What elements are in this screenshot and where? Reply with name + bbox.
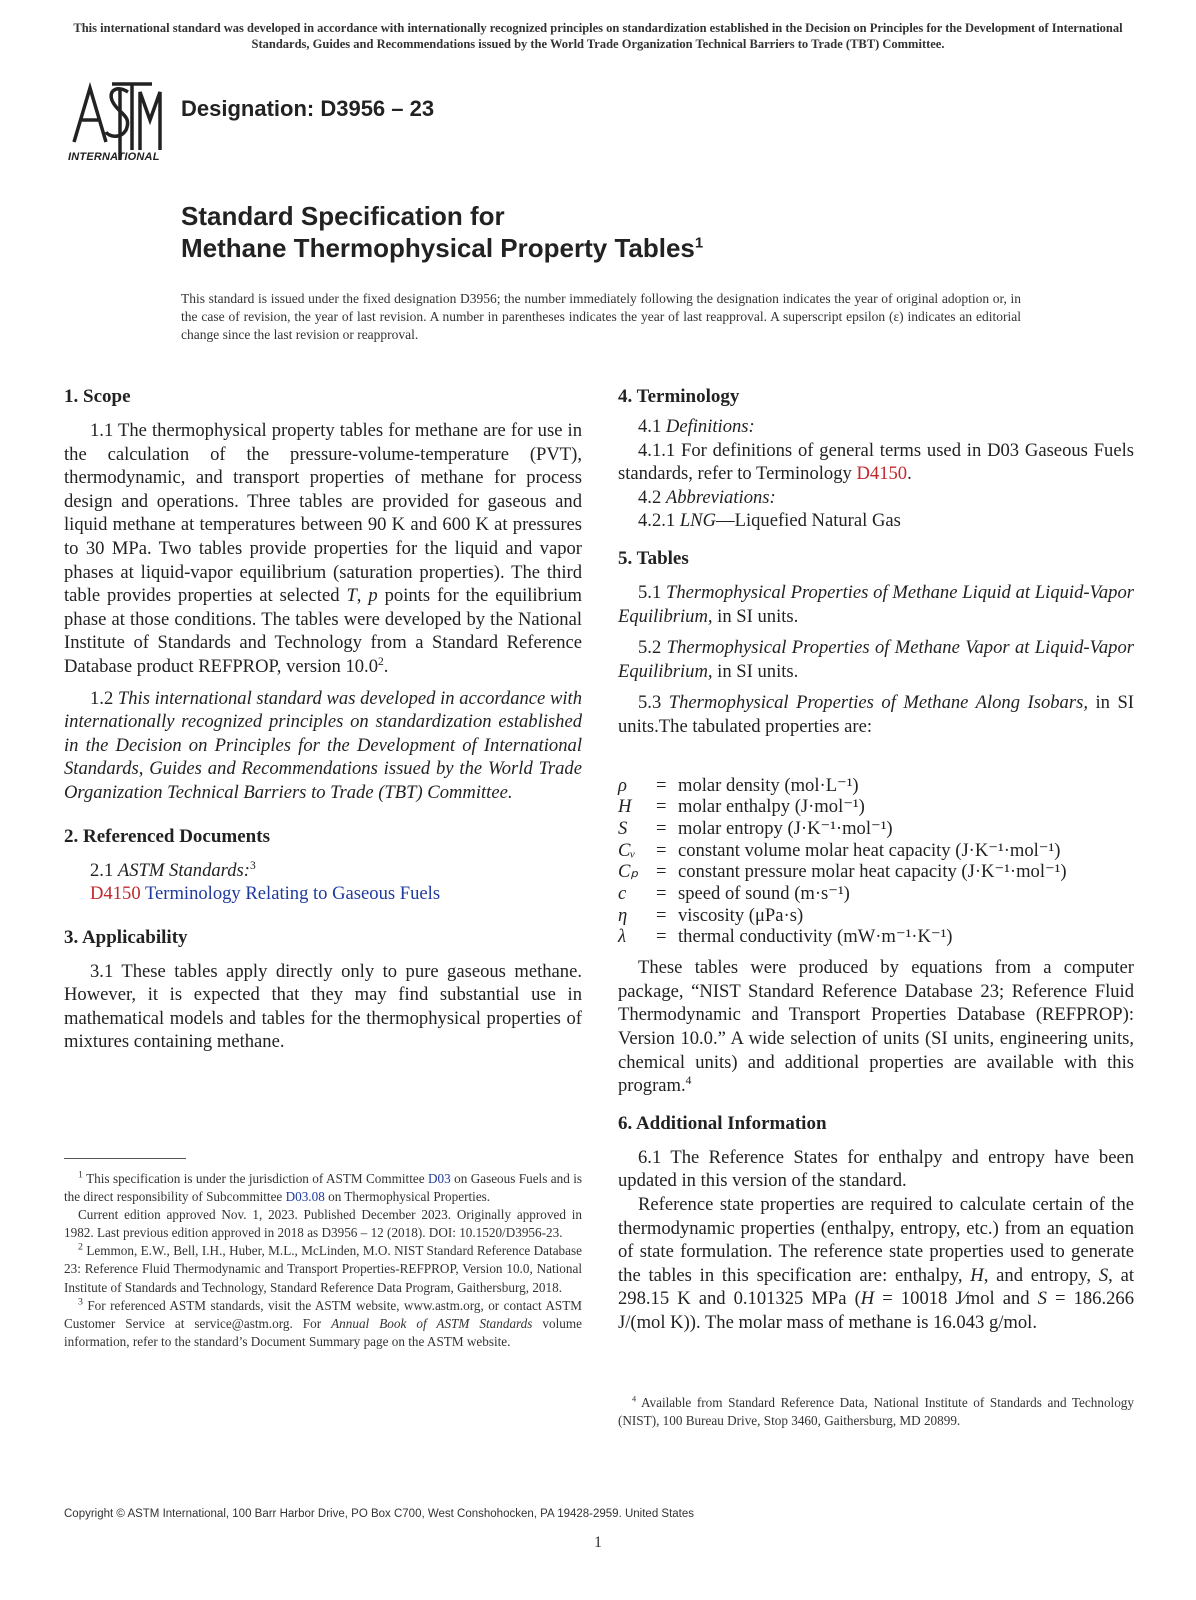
symbol-row xyxy=(618,883,1134,905)
symbol-description: constant volume molar heat capacity (J·K⁻¹·mol⁻¹) xyxy=(678,839,1061,861)
section-4-heading: 4. Terminology xyxy=(618,386,740,407)
logo-international-text: INTERNATIONAL xyxy=(68,151,160,163)
para-5-2: 5.2 Thermophysical Properties of Methane Vapor at Liquid-Vapor Equilibrium, in SI units. xyxy=(618,637,1134,682)
symbol-description: molar density (mol·L⁻¹) xyxy=(678,774,859,796)
symbol: η xyxy=(618,904,628,926)
symbol-description: constant pressure molar heat capacity (J·K⁻¹·mol⁻¹) xyxy=(678,861,1067,883)
title-line-2: Methane Thermophysical Property Tables$^1$ xyxy=(181,233,704,263)
footnote-4: $^4$ Available from Standard Reference Data, National Institute of Standards and Technology (NIST), 100 Bureau Drive, Stop 3460, Gaithersburg, MD 20899. xyxy=(618,1394,1134,1429)
symbol-row xyxy=(618,926,1134,948)
para-5-after: These tables were produced by equations from a computer package, “NIST Standard Reference Database 23; Reference Fluid Thermodynamic and Transport Properties Database (REFPROP): Version 10.0.” A wide selection of units (SI units, engineering units, chemical units) and additional properties are available with this program.$^4$ xyxy=(618,957,1134,1097)
page-number: 1 xyxy=(594,1534,602,1551)
para-1-1: 1.1 The thermophysical property tables for methane are for use in the calculation of the pressure-volume-temperature (PVT), thermodynamic, and transport properties of methane for process design and operations. Three tables are provided for gaseous and liquid methane at temperatures between 90 K and 600 K at pressures to 30 MPa. Two tables provide properties for the liquid and vapor phases at liquid-vapor equilibrium (saturation properties). The third table provides properties at selected T, p points for the equilibrium phase at those conditions. The tables were developed by the National Institute of Standards and Technology from a Standard Reference Database product REFPROP, version 10.0$^2$. xyxy=(64,420,582,677)
designation: Designation: D3956 – 23 xyxy=(181,96,435,121)
symbol-row xyxy=(618,840,1134,862)
symbol: c xyxy=(618,883,627,905)
document-title xyxy=(181,200,703,264)
equals-sign: = xyxy=(656,817,667,839)
right-column xyxy=(618,385,1134,1334)
symbol: Cₚ xyxy=(618,861,639,883)
symbol: S xyxy=(618,817,628,839)
footnote-1: $^1$ This specification is under the jurisdiction of ASTM Committee D03 on Gaseous Fuels and is the direct responsibility of Subcommittee D03.08 on Thermophysical Properties. xyxy=(64,1169,582,1205)
equals-sign: = xyxy=(656,926,667,948)
symbol-row xyxy=(618,796,1134,818)
ref-code-link[interactable]: D4150 xyxy=(90,883,141,905)
ref-title-link[interactable]: Terminology Relating to Gaseous Fuels xyxy=(144,883,441,905)
footnotes-left xyxy=(64,1170,582,1351)
para-3-1: 3.1 These tables apply directly only to pure gaseous methane. However, it is expected that they may find substantial use in mathematical models and tables for the thermophysical properties of mixtures containing methane. xyxy=(64,960,582,1053)
symbol-row xyxy=(618,861,1134,883)
para-6-1: 6.1 The Reference States for enthalpy and entropy have been updated in this version of the standard. xyxy=(618,1146,1134,1192)
symbol: H xyxy=(618,796,632,818)
symbol-list xyxy=(618,775,1134,949)
title-line-1: Standard Specification for xyxy=(181,201,505,231)
equals-sign: = xyxy=(656,839,667,861)
section-5-heading: 5. Tables xyxy=(618,547,689,569)
left-column xyxy=(64,385,582,1054)
symbol-description: speed of sound (m·s⁻¹) xyxy=(678,883,850,905)
ref-d4150[interactable] xyxy=(64,882,582,906)
section-2-heading: 2. Referenced Documents xyxy=(64,825,270,847)
symbol: Cᵥ xyxy=(618,839,636,861)
symbol-description: thermal conductivity (mW·m⁻¹·K⁻¹) xyxy=(678,926,953,948)
para-4-2-1: 4.2.1 LNG—Liquefied Natural Gas xyxy=(638,510,901,532)
footnote-1-edition: Current edition approved Nov. 1, 2023. Published December 2023. Originally approved in 1982. Last previous edition approved in 2018 as D3956 – 12 (2018). DOI: 10.1520/D3956-23. xyxy=(64,1207,582,1241)
para-6-2: Reference state properties are required to calculate certain of the thermodynamic properties (enthalpy, entropy, etc.) from an equation of state formulation. The reference state properties used to generate the tables in this specification are: enthalpy, H, and entropy, S, at 298.15 K and 0.101325 MPa (H = 10018 J⁄mol and S = 186.266 J/(mol K)). The molar mass of methane is 16.043 g/mol. xyxy=(618,1193,1135,1333)
symbol-row xyxy=(618,905,1134,927)
symbol-description: viscosity (μPa·s) xyxy=(678,904,804,926)
d0308-link[interactable]: D03.08 xyxy=(285,1189,325,1205)
copyright: Copyright © ASTM International, 100 Barr Harbor Drive, PO Box C700, West Conshohocken, PA 19428-2959. United States xyxy=(64,1508,695,1520)
issued-notice: This standard is issued under the fixed designation D3956; the number immediately following the designation indicates the year of original adoption or, in the case of revision, the year of last revision. A number in parentheses indicates the year of last reapproval. A superscript epsilon (ε) indicates an editorial change since the last revision or reapproval. xyxy=(181,291,1021,342)
symbol-row xyxy=(618,775,1134,797)
wto-notice: This international standard was developed in accordance with internationally recognized principles on standardization established in the Decision on Principles for the Development of International Standards, Guides and Recommendations issued by the World Trade Organization Technical Barriers to Trade (TBT) Committee. xyxy=(73,21,1123,51)
para-5-1: 5.1 Thermophysical Properties of Methane Liquid at Liquid-Vapor Equilibrium, in SI units. xyxy=(618,581,1134,627)
title-footnote-ref: 1 xyxy=(694,234,704,252)
symbol-description: molar entropy (J·K⁻¹·mol⁻¹) xyxy=(678,817,893,839)
section-6-heading: 6. Additional Information xyxy=(618,1112,827,1134)
symbol: λ xyxy=(618,926,627,948)
para-4-2: 4.2 Abbreviations: xyxy=(638,486,776,508)
symbol-row xyxy=(618,818,1134,840)
para-2-1: 2.1 ASTM Standards:$^3$ xyxy=(90,859,256,881)
d4150-link[interactable]: D4150 xyxy=(856,463,908,485)
para-4-1-1: 4.1.1 For definitions of general terms used in D03 Gaseous Fuels standards, refer to Terminology D4150. xyxy=(618,439,1134,485)
equals-sign: = xyxy=(656,883,667,905)
equals-sign: = xyxy=(656,861,667,883)
symbol-description: molar enthalpy (J·mol⁻¹) xyxy=(678,796,865,818)
para-4-1: 4.1 Definitions: xyxy=(638,416,755,437)
para-5-3: 5.3 Thermophysical Properties of Methane Along Isobars, in SI units.The tabulated properties are: xyxy=(618,692,1135,737)
equals-sign: = xyxy=(656,774,667,796)
d03-link[interactable]: D03 xyxy=(428,1171,451,1186)
footnote-divider xyxy=(64,1158,186,1159)
footnote-3: $^3$ For referenced ASTM standards, visit the ASTM website, www.astm.org, or contact ASTM Customer Service at service@astm.org. For Annual Book of ASTM Standards volume information, refer to the standard’s Document Summary page on the ASTM website. xyxy=(64,1296,582,1349)
equals-sign: = xyxy=(656,796,667,818)
footnote-2: $^2$ Lemmon, E.W., Bell, I.H., Huber, M.L., McLinden, M.O. NIST Standard Reference Database 23: Reference Fluid Thermodynamic and Transport Properties-REFPROP, Version 10.0, National Institute of Standards and Technology, Standard Reference Data Program, Gaithersburg, 2018. xyxy=(64,1241,582,1295)
section-1-heading: 1. Scope xyxy=(64,386,131,407)
symbol: ρ xyxy=(618,774,627,796)
section-3-heading: 3. Applicability xyxy=(64,926,188,948)
para-1-2: 1.2 This international standard was developed in accordance with internationally recognized principles on standardization established in the Decision on Principles for the Development of International Standards, Guides and Recommendations issued by the World Trade Organization Technical Barriers to Trade (TBT) Committee. xyxy=(64,687,583,803)
equals-sign: = xyxy=(656,904,667,926)
